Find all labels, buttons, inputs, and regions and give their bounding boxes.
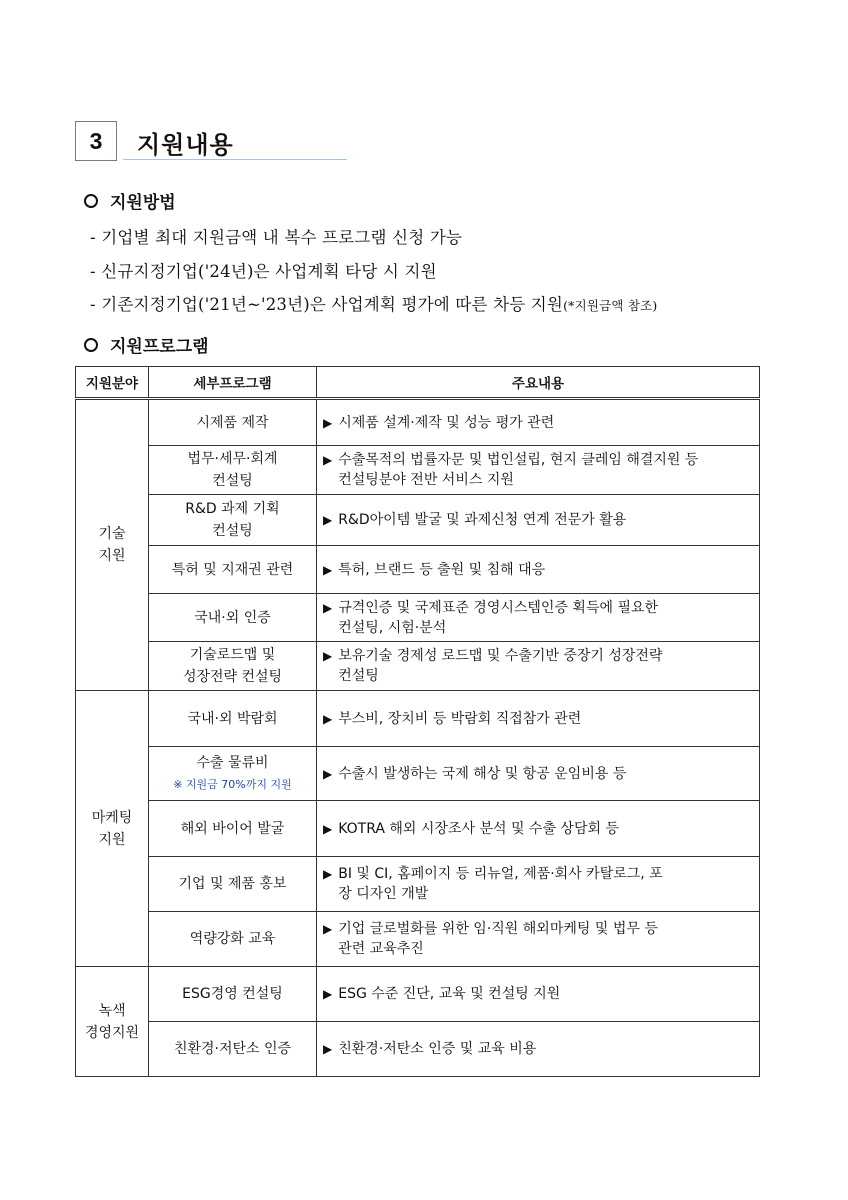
- desc-content: [323, 819, 753, 839]
- desc-line: 수출시 발생하는 국제 해상 및 항공 운임비용 등: [338, 765, 627, 782]
- desc-content: [323, 598, 753, 638]
- desc-content: [323, 1039, 753, 1059]
- method-bullet-3-text: - 기존지정기업('21년~'23년)은 사업계획 평가에 따른 차등 지원: [90, 295, 564, 314]
- field-cell: [76, 399, 149, 691]
- program-line: 국내·외 박람회: [187, 710, 278, 727]
- desc-content: [323, 984, 753, 1004]
- arrow-icon: ▶: [323, 562, 333, 577]
- program-line: 수출 물류비: [196, 754, 269, 771]
- header-program: 세부프로그램: [149, 367, 317, 399]
- section-title: 지원내용: [137, 131, 234, 159]
- arrow-icon: ▶: [323, 766, 333, 781]
- field-cell: [76, 691, 149, 967]
- header-field: 지원분야: [76, 367, 149, 399]
- desc-text: [338, 598, 753, 638]
- program-line: 기술로드맵 및: [189, 647, 276, 663]
- field-line: 지원: [98, 831, 126, 848]
- field-cell: [76, 967, 149, 1077]
- program-cell: [149, 912, 317, 967]
- program-line: 시제품 제작: [196, 414, 269, 431]
- arrow-icon: ▶: [323, 1042, 333, 1056]
- desc-text: [338, 450, 753, 490]
- program-heading: [84, 332, 209, 357]
- arrow-icon: ▶: [323, 987, 333, 1001]
- program-line: 해외 바이어 발굴: [180, 820, 285, 837]
- desc-line: 컨설팅: [338, 668, 379, 684]
- section-header: [75, 121, 275, 161]
- desc-content: [323, 864, 753, 904]
- desc-text: [338, 510, 753, 530]
- program-line: 친환경·저탄소 인증: [173, 1041, 292, 1057]
- field-line: 마케팅: [91, 809, 133, 826]
- arrow-icon: ▶: [323, 922, 333, 936]
- table-row: [76, 399, 760, 446]
- circle-bullet-icon: [84, 338, 98, 352]
- desc-line: R&D아이템 발굴 및 과제신청 연계 전문가 활용: [338, 512, 627, 528]
- desc-text: [338, 709, 753, 729]
- program-note: ※ 지원금 70%까지 지원: [173, 777, 292, 791]
- field-line: 경영지원: [84, 1024, 140, 1041]
- program-cell: [149, 691, 317, 747]
- desc-cell: [317, 1022, 760, 1077]
- program-cell: [149, 967, 317, 1022]
- table-row: [76, 495, 760, 546]
- desc-cell: [317, 446, 760, 495]
- desc-text: [338, 646, 753, 686]
- desc-content: [323, 764, 753, 784]
- arrow-icon: ▶: [323, 600, 333, 615]
- desc-line: 규격인증 및 국제표준 경영시스템인증 획득에 필요한: [338, 599, 659, 616]
- desc-cell: [317, 967, 760, 1022]
- desc-cell: [317, 642, 760, 691]
- desc-cell: [317, 546, 760, 594]
- arrow-icon: ▶: [323, 415, 333, 430]
- program-line: 성장전략 컨설팅: [182, 669, 283, 685]
- arrow-icon: ▶: [323, 453, 333, 467]
- field-line: 녹색: [98, 1002, 126, 1019]
- table-row: [76, 1022, 760, 1077]
- program-line: R&D 과제 기획: [185, 501, 280, 517]
- program-cell: [149, 1022, 317, 1077]
- desc-cell: [317, 912, 760, 967]
- desc-content: [323, 450, 753, 490]
- desc-content: [323, 919, 753, 959]
- arrow-icon: ▶: [323, 711, 333, 726]
- table-row: [76, 691, 760, 747]
- field-line: 지원: [98, 548, 126, 564]
- method-bullet-2: - 신규지정기업('24년)은 사업계획 타당 시 지원: [90, 262, 437, 281]
- desc-content: [323, 510, 753, 530]
- table-row: [76, 912, 760, 967]
- program-cell: [149, 399, 317, 446]
- program-line: ESG경영 컨설팅: [182, 986, 283, 1002]
- desc-cell: [317, 857, 760, 912]
- desc-content: [323, 709, 753, 729]
- program-cell: [149, 495, 317, 546]
- section-underline: [123, 159, 347, 160]
- desc-line: 기업 글로벌화를 위한 임·직원 해외마케팅 및 법무 등: [338, 921, 658, 937]
- program-cell: [149, 446, 317, 495]
- arrow-icon: ▶: [323, 513, 333, 527]
- desc-text: [338, 413, 753, 433]
- field-line: 기술: [98, 526, 126, 542]
- desc-line: 친환경·저탄소 인증 및 교육 비용: [338, 1041, 537, 1057]
- desc-line: KOTRA 해외 시장조사 분석 및 수출 상담회 등: [338, 820, 619, 837]
- program-line: 역량강화 교육: [189, 931, 276, 947]
- section-number: 3: [75, 121, 117, 161]
- table-row: [76, 642, 760, 691]
- method-heading-text: 지원방법: [110, 193, 176, 213]
- desc-line: 보유기술 경제성 로드맵 및 수출기반 중장기 성장전략: [338, 648, 663, 664]
- circle-bullet-icon: [84, 194, 98, 208]
- header-desc: 주요내용: [317, 367, 760, 399]
- program-line: 컨설팅: [212, 523, 253, 539]
- desc-text: [338, 764, 753, 784]
- arrow-icon: ▶: [323, 821, 333, 836]
- desc-cell: [317, 801, 760, 857]
- table-row: [76, 747, 760, 801]
- program-line: 특허 및 지재권 관련: [171, 561, 294, 578]
- table-row: [76, 967, 760, 1022]
- arrow-icon: ▶: [323, 867, 333, 881]
- desc-text: [338, 560, 753, 580]
- table-row: [76, 857, 760, 912]
- program-cell: [149, 594, 317, 642]
- program-cell: [149, 747, 317, 801]
- program-line: 법무·세무·회계: [187, 451, 278, 467]
- desc-cell: [317, 399, 760, 446]
- method-bullet-1: - 기업별 최대 지원금액 내 복수 프로그램 신청 가능: [90, 228, 463, 247]
- table-row: [76, 801, 760, 857]
- program-line: 기업 및 제품 홍보: [178, 876, 287, 892]
- desc-text: [338, 819, 753, 839]
- desc-text: [338, 919, 753, 959]
- desc-line: 시제품 설계·제작 및 성능 평가 관련: [338, 414, 555, 431]
- program-line: 국내·외 인증: [194, 609, 271, 626]
- table-header-row: [76, 367, 760, 399]
- table-body: [76, 399, 760, 1077]
- program-cell: [149, 857, 317, 912]
- method-heading: [84, 188, 176, 213]
- method-bullet-3-note: (*지원금액 참조): [563, 298, 658, 313]
- desc-line: 부스비, 장치비 등 박람회 직접참가 관련: [338, 710, 582, 727]
- table-row: [76, 546, 760, 594]
- desc-cell: [317, 594, 760, 642]
- desc-line: ESG 수준 진단, 교육 및 컨설팅 지원: [338, 986, 561, 1002]
- desc-text: [338, 984, 753, 1004]
- table-row: [76, 594, 760, 642]
- desc-line: 특허, 브랜드 등 출원 및 침해 대응: [338, 561, 546, 578]
- desc-line: 관련 교육추진: [338, 941, 424, 957]
- desc-cell: [317, 747, 760, 801]
- desc-content: [323, 560, 753, 580]
- arrow-icon: ▶: [323, 649, 333, 663]
- program-cell: [149, 642, 317, 691]
- program-line: 컨설팅: [212, 473, 253, 489]
- desc-text: [338, 864, 753, 904]
- desc-text: [338, 1039, 753, 1059]
- desc-line: 컨설팅, 시험·분석: [338, 619, 447, 636]
- method-bullet-3: [90, 291, 658, 315]
- desc-line: BI 및 CI, 홈페이지 등 리뉴얼, 제품·회사 카탈로그, 포: [338, 866, 663, 882]
- program-heading-text: 지원프로그램: [110, 337, 209, 357]
- program-table: [75, 366, 760, 1077]
- desc-cell: [317, 495, 760, 546]
- program-cell: [149, 546, 317, 594]
- desc-line: 장 디자인 개발: [338, 886, 429, 902]
- desc-line: 컨설팅분야 전반 서비스 지원: [338, 472, 514, 488]
- program-cell: [149, 801, 317, 857]
- desc-content: [323, 646, 753, 686]
- desc-line: 수출목적의 법률자문 및 법인설립, 현지 클레임 해결지원 등: [338, 452, 699, 468]
- desc-content: [323, 413, 753, 433]
- desc-cell: [317, 691, 760, 747]
- table-row: [76, 446, 760, 495]
